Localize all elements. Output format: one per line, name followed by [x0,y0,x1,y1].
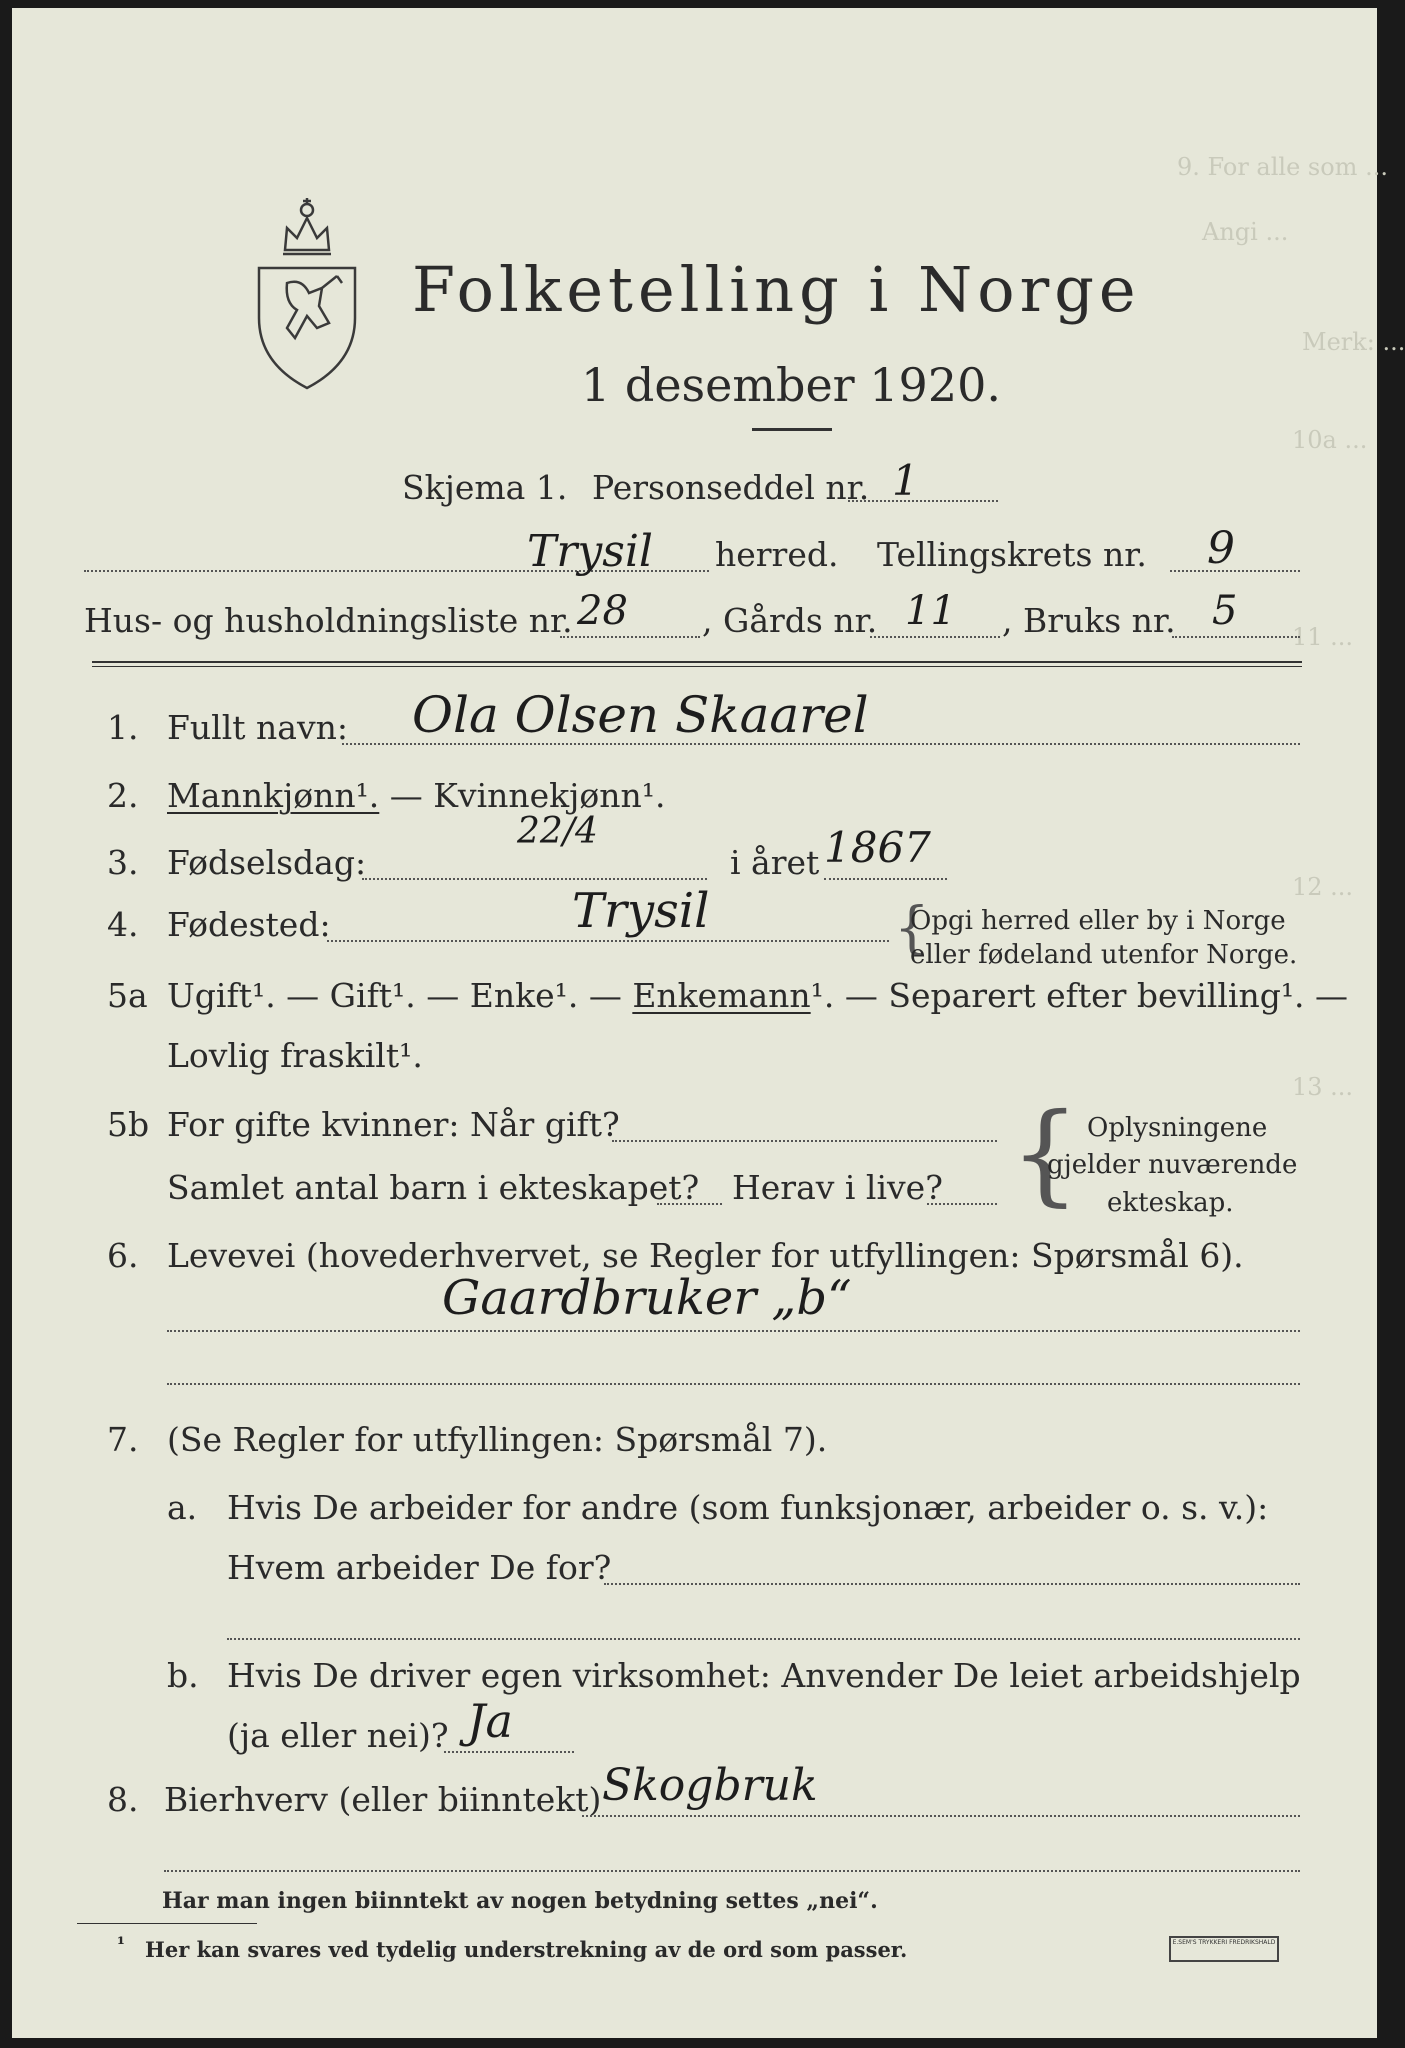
tellingskrets-label: Tellingskrets nr. [877,535,1147,574]
footnote-rule [77,1923,257,1924]
gards-value[interactable]: 11 [905,588,956,634]
bleed-through-line: 13 ... [1292,1073,1354,1101]
footnote-text: Her kan svares ved tydelig understrekning av de ord som passer. [145,1937,908,1962]
q7b-question: Hvis De driver egen virksomhet: Anvender De leiet arbeidshjelp [227,1656,1301,1695]
personseddel-label: Personseddel nr. [592,468,870,507]
gards-line [870,636,1000,638]
bruks-label: , Bruks nr. [1002,601,1176,640]
tellingskrets-value[interactable]: 9 [1207,523,1235,574]
q5b-children-line [657,1203,722,1205]
q7a-employer-line [604,1583,1300,1585]
q4-line [327,940,889,942]
section-rule-bottom [92,666,1302,667]
personseddel-value[interactable]: 1 [892,456,919,505]
q4-note-line2: eller fødeland utenfor Norge. [910,940,1298,970]
q7a-employer-line2 [227,1638,1300,1640]
q3-day-line [362,878,707,880]
q3-year-line [824,878,947,880]
q2-separator: — [379,776,434,815]
q2-female-option[interactable]: Kvinnekjønn¹. [433,776,666,815]
q7-number: 7. [107,1420,139,1459]
tellingskrets-line [1170,570,1300,572]
q7b-label: (ja eller nei)? [227,1716,449,1755]
hus-line [560,636,700,638]
q2-options [167,776,666,815]
hus-label: Hus- og husholdningsliste nr. [84,601,573,640]
q4-label: Fødested: [167,905,331,944]
footer-note: Har man ingen biinntekt av nogen betydning settes „nei“. [162,1888,878,1914]
q8-label: Bierhverv (eller biinntekt) [164,1780,602,1819]
q5b-note-line1: Oplysningene [1087,1113,1268,1143]
q6-number: 6. [107,1236,139,1275]
q3-number: 3. [107,843,139,882]
q7a-letter: a. [167,1488,198,1527]
hus-value[interactable]: 28 [577,588,628,634]
bleed-through-line: 11 ... [1292,623,1354,651]
printer-stamp-text: E.SEM'S TRYKKERI FREDRIKSHALD [1172,1939,1276,1946]
q3-label: Fødselsdag: [167,843,367,882]
bruks-line [1172,636,1300,638]
q5b-line1-label: For gifte kvinner: Når gift? [167,1105,620,1144]
bleed-through-line: 9. For alle som ... [1177,153,1388,181]
q7b-value[interactable]: Ja [467,1694,513,1748]
personseddel-line [848,500,998,502]
q4-value[interactable]: Trysil [572,883,710,939]
q5b-note-line3: ekteskap. [1107,1188,1234,1218]
q5b-children-label: Samlet antal barn i ekteskapet? [167,1168,700,1207]
herred-value[interactable]: Trysil [527,526,653,577]
q5b-bracket: { [1010,1089,1080,1217]
q6-line1 [167,1330,1300,1332]
q5a-enkemann-option[interactable]: Enkemann [632,976,811,1015]
bleed-through-line: 10a ... [1292,426,1368,454]
q4-bracket: { [894,896,930,961]
norway-coat-of-arms-icon [247,188,367,393]
bleed-through-line: Merk: ... [1302,328,1405,356]
q6-line2 [167,1383,1300,1385]
herred-label: herred. [715,535,839,574]
footnote-mark: ¹ [117,1934,125,1955]
q7-label: (Se Regler for utfyllingen: Spørsmål 7). [167,1420,828,1459]
q3-year-label: i året [730,843,820,882]
q5a-options [167,976,1348,1015]
q2-number: 2. [107,776,139,815]
form-title: Folketelling i Norge [412,253,1141,326]
q5b-number: 5b [107,1105,150,1144]
section-rule-top [92,661,1302,663]
q1-value[interactable]: Ola Olsen Skaarel [412,686,869,744]
q2-male-option[interactable]: Mannkjønn¹. [167,776,380,815]
q5b-alive-line [927,1203,997,1205]
q8-number: 8. [107,1780,139,1819]
q7b-line [444,1751,574,1753]
q4-number: 4. [107,905,139,944]
q8-line [582,1815,1300,1817]
skjema-label: Skjema 1. [402,468,568,507]
q6-label: Levevei (hovederhvervet, se Regler for utfyllingen: Spørsmål 6). [167,1236,1244,1275]
printer-stamp [1169,1936,1279,1962]
census-date: 1 desember 1920. [581,358,1001,412]
q5a-options-start[interactable]: Ugift¹. — Gift¹. — Enke¹. — [167,976,633,1015]
q7b-letter: b. [167,1656,199,1695]
q8-line2 [164,1870,1300,1872]
q3-day-value[interactable]: 22/4 [517,811,598,852]
gards-label: , Gårds nr. [702,601,878,640]
q5b-alive-label: Herav i live? [732,1168,943,1207]
title-divider [752,428,832,431]
q8-value[interactable]: Skogbruk [602,1760,818,1811]
q5a-fraskilt-option[interactable]: Lovlig fraskilt¹. [167,1036,423,1075]
q1-label: Fullt navn: [167,708,348,747]
q7a-question: Hvis De arbeider for andre (som funksjonær, arbeider o. s. v.): [227,1488,1269,1527]
bleed-through-line: 12 ... [1292,873,1354,901]
bleed-through-line: Angi ... [1202,218,1289,246]
q1-number: 1. [107,708,139,747]
bruks-value[interactable]: 5 [1212,588,1238,634]
q7a-employer-label: Hvem arbeider De for? [227,1548,612,1587]
census-form-page [12,8,1405,2038]
q5a-options-end[interactable]: ¹. — Separert efter bevilling¹. — [810,976,1349,1015]
q6-value[interactable]: Gaardbruker „b“ [442,1270,852,1326]
q3-year-value[interactable]: 1867 [824,823,931,872]
q5b-note-line2: gjelder nuværende [1047,1150,1298,1180]
q5b-married-line [612,1140,997,1142]
q5a-number: 5a [107,976,148,1015]
q4-note-line1: Opgi herred eller by i Norge [910,906,1286,936]
